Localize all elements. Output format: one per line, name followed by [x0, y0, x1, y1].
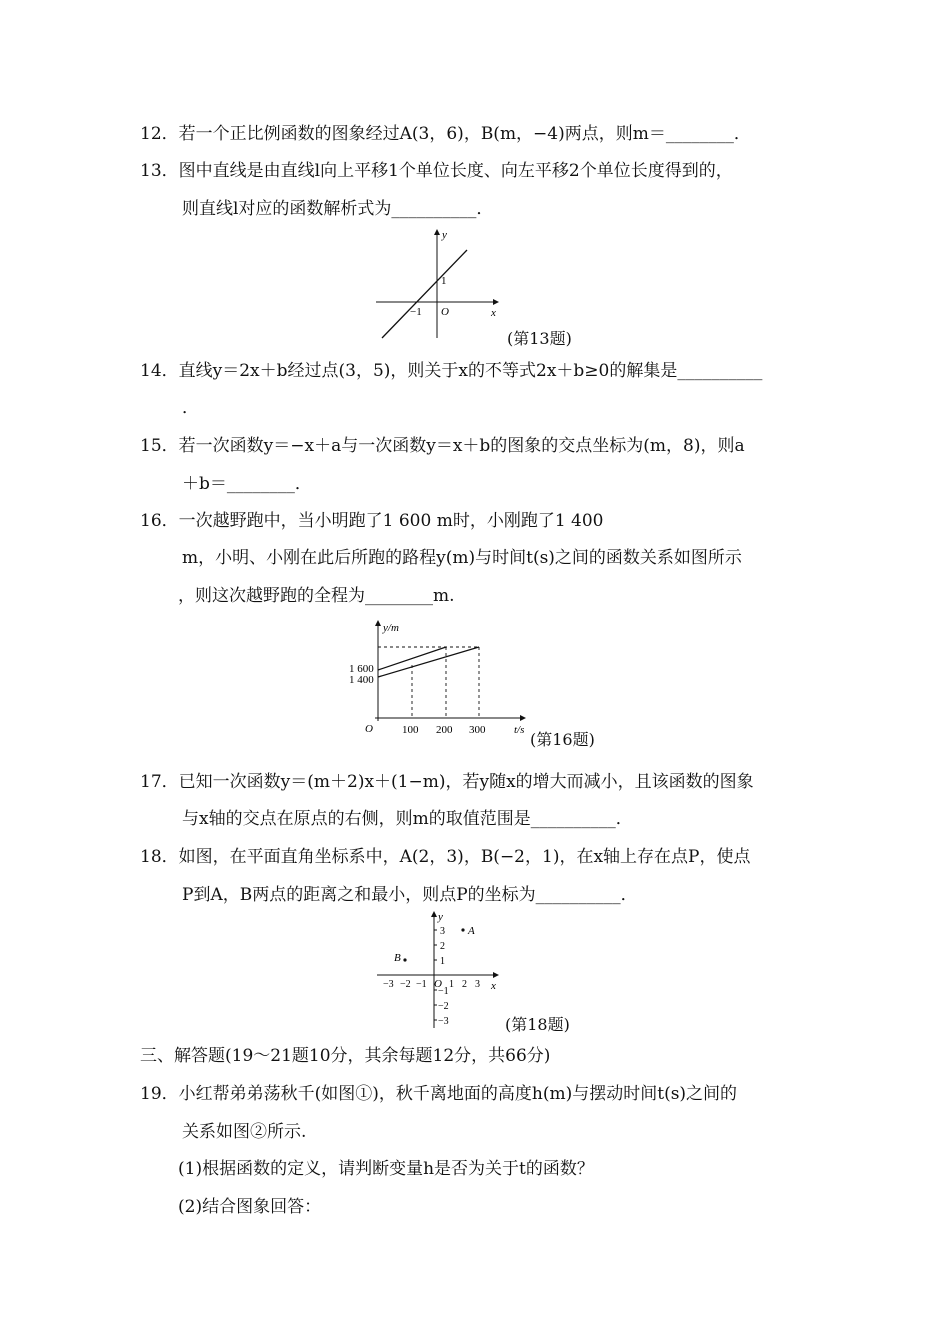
- question-number: 17．: [140, 772, 179, 792]
- question-number: 18．: [140, 847, 179, 867]
- point-b-dot: [403, 958, 406, 961]
- question-16: [140, 510, 604, 532]
- question-19: [140, 1083, 737, 1105]
- question-13-line2: 则直线l对应的函数解析式为__________．: [182, 199, 494, 219]
- question-16-line3: ，则这次越野跑的全程为________m.: [178, 586, 455, 606]
- x-tick-3: 3: [475, 979, 480, 990]
- point-b-label: B: [394, 952, 401, 964]
- x-axis-label: x: [491, 980, 496, 992]
- question-18: [140, 846, 750, 868]
- x-axis-label: x: [491, 307, 496, 319]
- figure-18: [374, 908, 504, 1033]
- x-tick-neg1: −1: [416, 979, 427, 990]
- y-tick-1600: 1 600: [349, 663, 374, 675]
- question-12: [140, 123, 751, 145]
- x-tick-neg2: −2: [400, 979, 411, 990]
- y-axis-label: y: [438, 911, 443, 923]
- y-axis-label: y: [442, 229, 447, 241]
- question-number: 12．: [140, 124, 179, 144]
- tick-x-label: −1: [410, 306, 422, 318]
- y-tick-neg1: −1: [438, 986, 449, 997]
- origin-label: O: [365, 723, 373, 735]
- question-text-line1: 图中直线是由直线l向上平移1个单位长度、向左平移2个单位长度得到的，: [178, 161, 733, 181]
- plotted-line: [382, 250, 467, 338]
- x-axis-label: t/s: [514, 724, 525, 736]
- point-a-label: A: [468, 925, 475, 937]
- y-tick-3: 3: [440, 926, 445, 937]
- question-text-line1: 若一次函数y＝−x＋a与一次函数y＝x＋b的图象的交点坐标为(m，8)，则a: [178, 436, 745, 456]
- xiaogang-line: [378, 647, 479, 677]
- question-14: [140, 360, 762, 382]
- question-17: [140, 771, 754, 793]
- question-17-line2: 与x轴的交点在原点的右侧，则m的取值范围是__________．: [182, 809, 633, 829]
- figure-13-caption: (第13题): [507, 329, 572, 348]
- question-text-line1: 小红帮弟弟荡秋千(如图①)，秋千离地面的高度h(m)与摆动时间t(s)之间的: [178, 1084, 738, 1104]
- origin-label: O: [434, 978, 442, 990]
- y-tick-2: 2: [440, 941, 445, 952]
- question-13: [140, 160, 733, 182]
- question-15: [140, 435, 745, 457]
- y-axis-label: y/m: [383, 622, 399, 634]
- question-number: 16．: [140, 511, 179, 531]
- x-tick-2: 2: [462, 979, 467, 990]
- figure-16-caption: (第16题): [530, 730, 595, 749]
- question-19-sub2: (2)结合图象回答：: [178, 1197, 322, 1217]
- question-text-line1: 一次越野跑中，当小明跑了1 600 m时，小刚跑了1 400: [178, 511, 604, 531]
- y-tick-1400: 1 400: [349, 674, 374, 686]
- x-tick-200: 200: [436, 724, 453, 736]
- x-tick-neg3: −3: [383, 979, 394, 990]
- figure-18-caption: (第18题): [505, 1015, 570, 1034]
- question-number: 15．: [140, 436, 179, 456]
- figure-16: [345, 617, 535, 742]
- question-text: 若一个正比例函数的图象经过A(3，6)，B(m，−4)两点，则m＝________．: [178, 124, 751, 144]
- x-tick-100: 100: [402, 724, 419, 736]
- question-number: 13．: [140, 161, 179, 181]
- figure-13: [372, 226, 507, 344]
- y-tick-neg3: −3: [438, 1016, 449, 1027]
- question-number: 14．: [140, 361, 179, 381]
- section-3-heading: 三、解答题(19～21题10分，其余每题12分，共66分): [140, 1046, 551, 1066]
- question-19-line2: 关系如图②所示.: [182, 1122, 307, 1142]
- question-19-sub1: (1)根据函数的定义，请判断变量h是否为关于t的函数？: [178, 1159, 594, 1179]
- x-tick-1: 1: [449, 979, 454, 990]
- question-text-line1: 直线y＝2x＋b经过点(3，5)，则关于x的不等式2x＋b≥0的解集是__________: [178, 361, 763, 381]
- question-18-line2: P到A，B两点的距离之和最小，则点P的坐标为__________．: [182, 885, 638, 905]
- origin-label: O: [441, 306, 449, 318]
- question-number: 19．: [140, 1084, 179, 1104]
- question-text-line1: 如图，在平面直角坐标系中，A(2，3)，B(−2，1)，在x轴上存在点P，使点: [178, 847, 751, 867]
- question-15-line2: ＋b＝________．: [182, 474, 312, 494]
- question-16-line2: m，小明、小刚在此后所跑的路程y(m)与时间t(s)之间的函数关系如图所示: [182, 548, 742, 568]
- tick-y-label: 1: [441, 275, 447, 287]
- question-14-line2: ．: [182, 398, 199, 418]
- y-tick-neg2: −2: [438, 1001, 449, 1012]
- question-text-line1: 已知一次函数y＝(m＋2)x＋(1−m)，若y随x的增大而减小，且该函数的图象: [178, 772, 754, 792]
- point-a-dot: [461, 928, 464, 931]
- y-tick-1: 1: [440, 956, 445, 967]
- x-tick-300: 300: [469, 724, 486, 736]
